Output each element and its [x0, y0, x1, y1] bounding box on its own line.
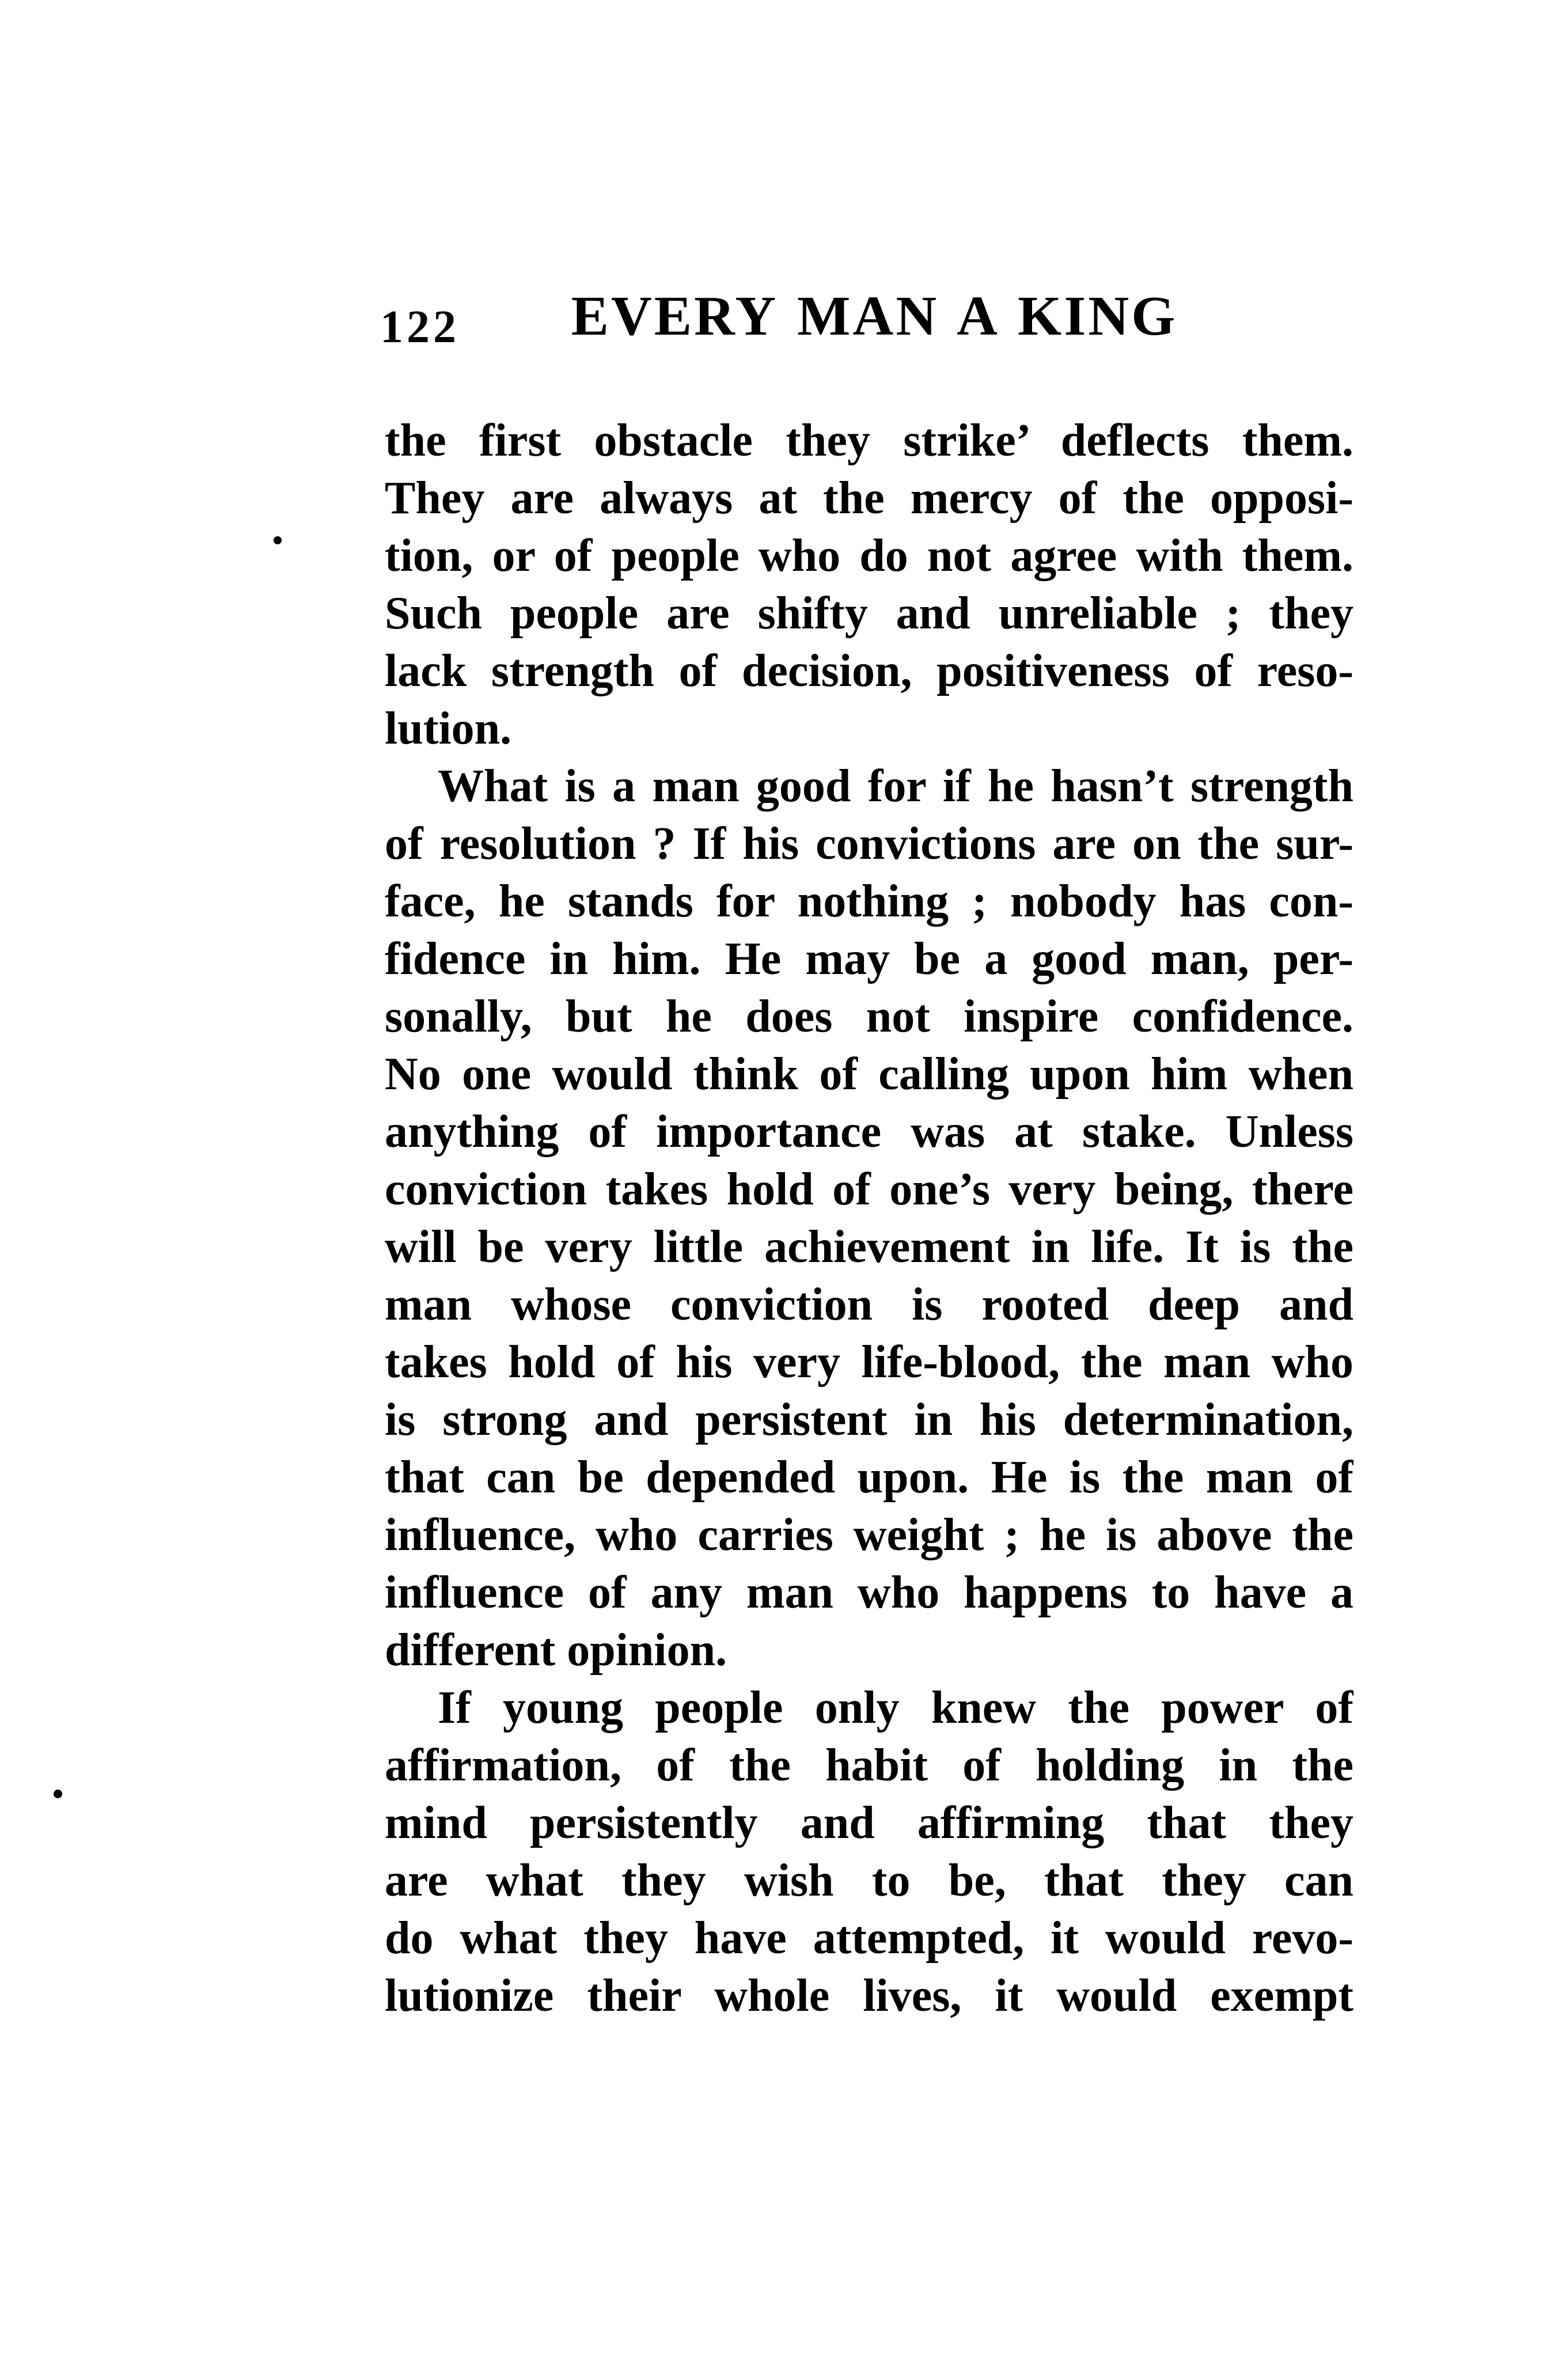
text-line: Such people are shifty and unreliable ; they [385, 588, 1353, 639]
text-line: conviction takes hold of one’s very being, there [385, 1164, 1353, 1215]
text-line: What is a man good for if he hasn’t strength [438, 761, 1353, 812]
running-title: EVERY MAN A KING [571, 285, 1178, 347]
text-line: of resolution ? If his convictions are on the sur- [385, 818, 1353, 869]
text-line: sonally, but he does not inspire confidence. [385, 991, 1353, 1042]
text-line: If young people only knew the power of [438, 1682, 1353, 1733]
text-line: tion, or of people who do not agree with them. [385, 530, 1353, 581]
text-line: is strong and persistent in his determination, [385, 1394, 1353, 1445]
text-line: influence, who carries weight ; he is above the [385, 1510, 1353, 1560]
text-line: They are always at the mercy of the opposi- [385, 473, 1353, 524]
text-line: lutionize their whole lives, it would exempt [385, 1970, 1353, 2021]
text-line: mind persistently and affirming that they [385, 1798, 1353, 1848]
text-line: takes hold of his very life-blood, the man who [385, 1337, 1353, 1388]
text-line: lack strength of decision, positiveness of reso- [385, 646, 1353, 696]
body-text [385, 412, 1353, 2025]
text-line: the first obstacle they strike’ deflects them. [385, 415, 1353, 466]
text-line: are what they wish to be, that they can [385, 1855, 1353, 1906]
text-line: man whose conviction is rooted deep and [385, 1279, 1353, 1330]
text-line: will be very little achievement in life. It is the [385, 1222, 1353, 1272]
text-line: fidence in him. He may be a good man, per- [385, 934, 1353, 984]
text-line: face, he stands for nothing ; nobody has con- [385, 876, 1353, 927]
text-line: influence of any man who happens to have a [385, 1567, 1353, 1618]
text-line: anything of importance was at stake. Unless [385, 1106, 1353, 1157]
ink-dot [54, 1790, 62, 1798]
text-line: do what they have attempted, it would revo- [385, 1913, 1353, 1964]
text-line: No one would think of calling upon him when [385, 1049, 1353, 1100]
page-number: 122 [380, 302, 460, 353]
text-line: that can be depended upon. He is the man of [385, 1452, 1353, 1503]
text-line: affirmation, of the habit of holding in the [385, 1740, 1353, 1791]
ink-dot [274, 536, 282, 544]
text-line: different opinion. [385, 1625, 727, 1676]
text-line: lution. [385, 703, 512, 754]
